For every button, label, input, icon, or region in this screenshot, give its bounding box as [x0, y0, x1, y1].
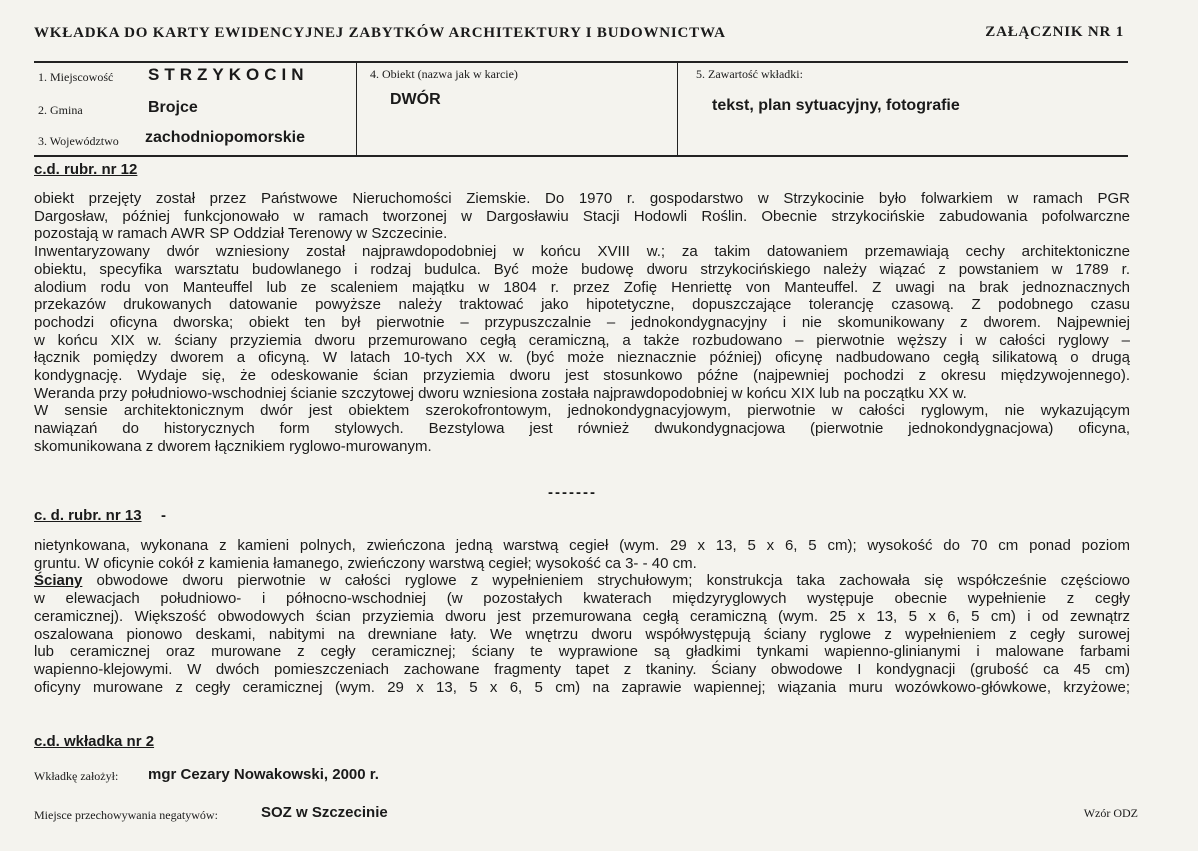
section-12-heading: c.d. rubr. nr 12 [34, 161, 138, 178]
negatives-label: Miejsce przechowywania negatywów: [34, 808, 218, 822]
commune-value: Brojce [148, 99, 198, 116]
author-label: Wkładkę założył: [34, 769, 119, 783]
text-line: pozostają w ramach AWR SP Oddział Terenowy w Szczecinie. [34, 225, 448, 243]
document-title: WKŁADKA DO KARTY EWIDENCYJNEJ ZABYTKÓW ARCHITEKTURY I BUDOWNICTWA [34, 25, 726, 41]
author-value: mgr Cezary Nowakowski, 2000 r. [148, 766, 379, 783]
voivodeship-label: 3. Województwo [38, 134, 119, 148]
object-value: DWÓR [390, 91, 441, 108]
text-line: alodium rodu von Manteuffel lub ze scaleniem majątku w 1804 r. przez Zofię Henriettę von Manteuffel. Z uwagi na brak jednoznacznych [34, 278, 1130, 296]
template-mark: Wzór ODZ [1083, 806, 1138, 820]
section-13-heading-suffix: - [161, 507, 166, 524]
text-line: W sensie architektonicznym dwór jest obiektem szerokofrontowym, jednokondygnacyjowym, pierwotnie w całości ryglowym, nie wykazującym [34, 402, 1130, 420]
text-line: lub ceramicznej oraz murowane z cegły ceramicznej; ściany te wyprawione są gładkimi tynkami wapienno-glinianymi i malowane farbami [34, 643, 1130, 661]
text-line-walls [34, 572, 1130, 590]
text-line: obiekt przejęty został przez Państwowe Nieruchomości Ziemskie. Do 1970 r. gospodarstwo w Strzykocinie było folwarkiem w ramach PGR [34, 190, 1130, 207]
content-label: 5. Zawartość wkładki: [696, 67, 803, 81]
text-line: Dargosław, później funkcjonowało w ramach tworzonej w Dargosławiu Stacji Hodowli Roślin. Obecnie strzykocińskie zabudowania pofolwarczne [34, 207, 1130, 225]
text-line: nietynkowana, wykonana z kamieni polnych, zwieńczona jedną warstwą cegieł (wym. 29 x 13, 5 x 6, 5 cm); wysokość do 70 cm ponad poziom [34, 537, 1130, 554]
negatives-value: SOZ w Szczecinie [261, 804, 388, 821]
text-line: przekazów drukowanych datowanie powyższe należy traktować jako hipotetyczne, dopuszczające tolerancję czasową. Z podobnego czasu [34, 296, 1130, 314]
text-line: gruntu. W oficynie cokół z kamienia łamanego, zwieńczony warstwą cegieł; wysokość ca 3- - 40 cm. [34, 554, 697, 572]
text-line: wapienno-klejowymi. W dwóch pomieszczeniach zachowane fragmenty tapet z tkaniny. Ściany obwodowe I kondygnacji (grubość ca 45 cm) [34, 660, 1130, 678]
text-line: ceramicznej). Większość obwodowych ścian przyziemia dworu jest przemurowana cegłą ceramiczną (wym. 25 x 13, 5 x 6, 5 cm) i od zewnątrz [34, 607, 1130, 625]
walls-keyword: Ściany [34, 572, 83, 590]
section-13-heading: c. d. rubr. nr 13 [34, 507, 142, 524]
text-line: w końcu XIX w. ściany przyziemia dworu przemurowano cegłą ceramiczną, a także rozbudowano – pierwotnie węższy i w całości ryglowy – [34, 331, 1130, 349]
text-line: w elewacjach południowo- i północno-wschodniej (w pozostałych kwaterach międzyryglowych występuje obecnie wypełnienie z cegły [34, 590, 1130, 608]
object-label: 4. Obiekt (nazwa jak w karcie) [370, 67, 518, 81]
locality-value: STRZYKOCIN [148, 65, 309, 84]
field-divider [356, 63, 357, 155]
section-separator: ------- [548, 484, 597, 501]
commune-label: 2. Gmina [38, 103, 83, 117]
insert-heading: c.d. wkładka nr 2 [34, 733, 155, 750]
text-line: nawiązań do historycznych form stylowych. Bezstylowa jest również dwukondygnacjowa (pierwotnie jednokondygnacjowa) oficyna, [34, 420, 1130, 438]
content-value: tekst, plan sytuacyjny, fotografie [712, 97, 960, 114]
section-13-text [34, 537, 1130, 696]
text-line: oficyny murowane z cegły ceramicznej (wym. 29 x 13, 5 x 6, 5 cm) na zaprawie wapiennej; wiązania muru wozówkowo-główkowe, krzyżowe; [34, 678, 1130, 696]
text-line: pochodzi oficyna dworska; obiekt ten był pierwotnie – przypuszczalnie – jednokondygnacyjny i nie skomunikowany z dworem. Najpewniej [34, 313, 1130, 331]
text-line: kondygnację. Wydaje się, że odeskowanie ścian przyziemia dworu jest stosunkowo późne (najpewniej pochodzi z okresu międzywojennego). [34, 367, 1130, 385]
locality-label: 1. Miejscowość [38, 70, 114, 84]
walls-line-text: obwodowe dworu pierwotnie w całości ryglowe z wypełnieniem strychułowym; konstrukcja taka zachowała się współcześnie częściowo [82, 572, 1130, 590]
text-line: obiektu, specyfika warsztatu budowlanego i rodzaj budulca. Być może budowę dworu strzykocińskiego należy wiązać z powstaniem w 1789 r. [34, 260, 1130, 278]
section-12-text [34, 190, 1130, 456]
text-line: Weranda przy południowo-wschodniej ścianie szczytowej dworu wzniesiona została najprawdopodobniej w końcu XIX lub na początku XX w. [34, 384, 967, 402]
header-fields-box [34, 61, 1128, 157]
text-line: Inwentaryzowany dwór wzniesiony został najprawdopodobniej w końcu XVIII w.; za takim datowaniem przemawiają cechy architektoniczne [34, 243, 1130, 261]
text-line: oszalowana pionowo deskami, nabitymi na drewniane łaty. We wnętrzu dworu współwystępują ściany ryglowe z wypełnieniem z cegły surowej [34, 625, 1130, 643]
field-divider [677, 63, 678, 155]
attachment-number: ZAŁĄCZNIK NR 1 [985, 24, 1124, 40]
voivodeship-value: zachodniopomorskie [145, 129, 306, 146]
text-line: łącznik pomiędzy dworem a oficyną. W latach 10-tych XX w. (być może nieznacznie później) oficynę nadbudowano cegłą silikatową o drugą [34, 349, 1130, 367]
text-line: skomunikowana z dworem łącznikiem ryglowo-murowanym. [34, 437, 432, 455]
